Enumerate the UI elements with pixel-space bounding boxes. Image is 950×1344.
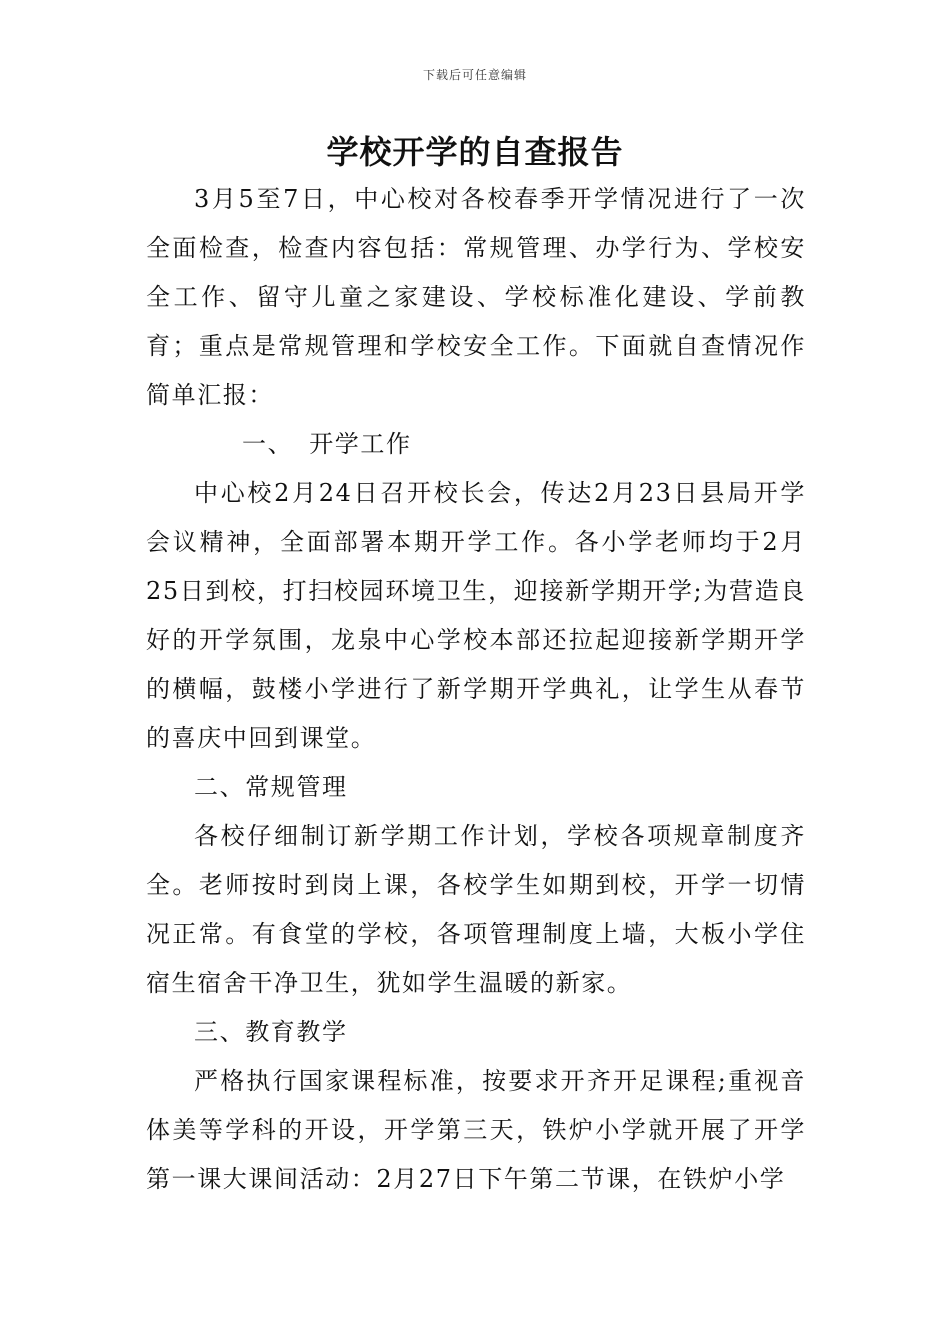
section-3-paragraph: 严格执行国家课程标准，按要求开齐开足课程;重视音体美等学科的开设，开学第三天，铁炉小学就开展了开学第一课大课间活动：2月27日下午第二节课，在铁炉小学 <box>146 1067 806 1193</box>
section-3-heading: 三、教育教学 <box>194 1018 348 1046</box>
section-1-paragraph: 中心校2月24日召开校长会，传达2月23日县局开学会议精神，全面部署本期开学工作。各小学老师均于2月25日到校，打扫校园环境卫生，迎接新学期开学;为营造良好的开学氛围，龙泉中心学校本部还拉起迎接新学期开学的横幅，鼓楼小学进行了新学期开学典礼，让学生从春节的喜庆中回到课堂。 <box>146 479 806 752</box>
header-note: 下载后可任意编辑 <box>422 68 527 82</box>
section-1-title: 开学工作 <box>309 430 412 458</box>
page-title: 学校开学的自查报告 <box>326 133 624 171</box>
section-2-paragraph: 各校仔细制订新学期工作计划，学校各项规章制度齐全。老师按时到岗上课，各校学生如期到校，开学一切情况正常。有食堂的学校，各项管理制度上墙，大板小学住宿生宿舍干净卫生，犹如学生温暖的新家。 <box>146 822 806 997</box>
section-1-number: 一、 <box>242 430 294 458</box>
intro-paragraph: 3月5至7日，中心校对各校春季开学情况进行了一次全面检查，检查内容包括：常规管理、办学行为、学校安全工作、留守儿童之家建设、学校标准化建设、学前教育；重点是常规管理和学校安全工作。下面就自查情况作简单汇报： <box>146 185 806 409</box>
section-1-heading <box>146 420 806 469</box>
section-2-heading: 二、常规管理 <box>194 773 348 801</box>
document-body <box>146 175 806 1204</box>
